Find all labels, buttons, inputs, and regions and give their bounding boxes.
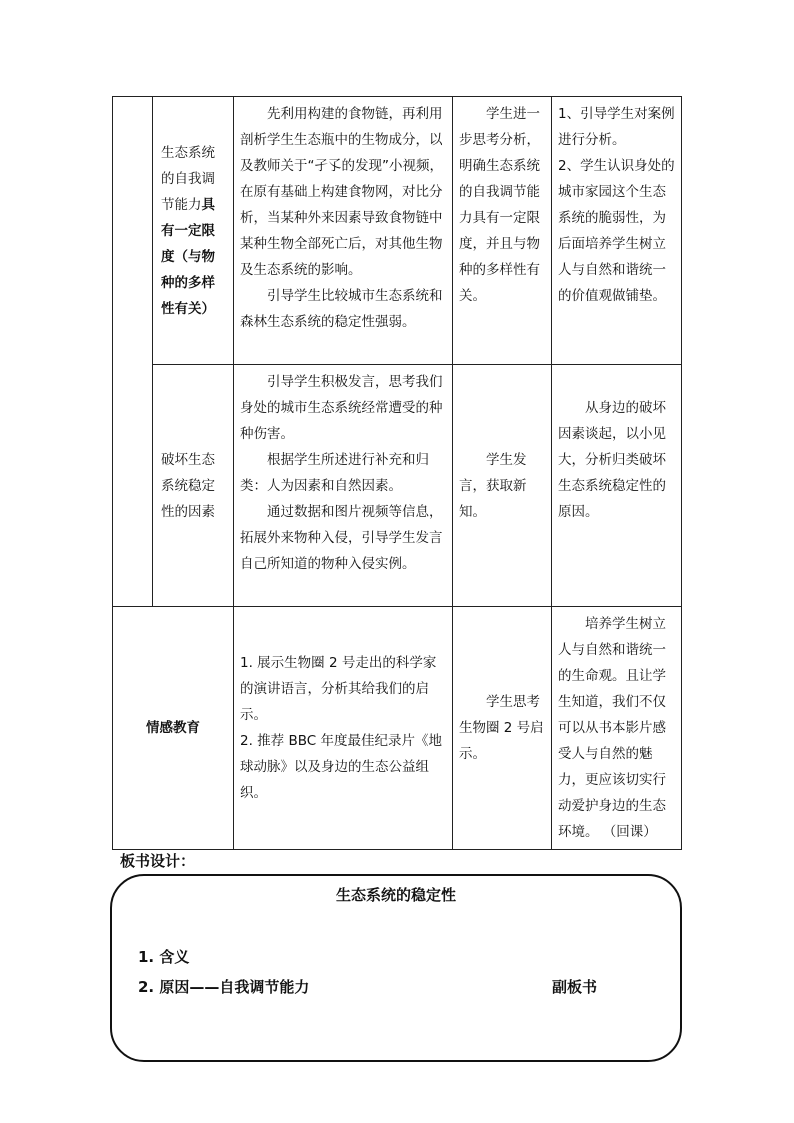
topic-text: 生态系统的自我调节能力	[161, 144, 215, 213]
teacher-activity-cell	[234, 607, 453, 850]
teacher-paragraph: 先利用构建的食物链，再利用剖析学生生态瓶中的生物成分，以及教师关于“孑孓的发现”小视频，在原有基础上构建食物网，对比分析，当某种外来因素导致食物链中某种生物全部死亡后，对其他生物及生态系统的影响。	[240, 106, 443, 278]
blank-cell	[113, 97, 153, 607]
intent-text: 培养学生树立人与自然和谐统一的生命观。且让学生知道，我们不仅可以从书本影片感受人与自然的魅力，更应该切实行动爱护身边的生态环境。 （回课）	[558, 616, 666, 840]
topic-text: 破坏生态系统稳定性的因素	[161, 451, 215, 520]
intent-text: 从身边的破坏因素谈起，以小见大，分析归类破坏生态系统稳定性的原因。	[558, 400, 666, 520]
side-board-label: 副板书	[552, 978, 598, 996]
topic-cell	[153, 365, 234, 607]
lesson-table	[112, 96, 682, 850]
student-activity-cell	[453, 365, 552, 607]
table-row	[113, 97, 682, 365]
topic-cell	[153, 97, 234, 365]
board-item: 2. 原因——自我调节能力	[138, 978, 310, 996]
board-design-label: 板书设计：	[120, 852, 196, 870]
board-item: 1. 含义	[138, 948, 190, 966]
blackboard-frame	[110, 874, 682, 1062]
student-text: 学生发言，获取新知。	[459, 451, 527, 520]
category-label: 情感教育	[146, 720, 200, 736]
intent-line: 2、学生认识身处的城市家园这个生态系统的脆弱性，为后面培养学生树立人与自然和谐统一的价值观做铺垫。	[558, 158, 675, 304]
teacher-paragraph: 引导学生比较城市生态系统和森林生态系统的稳定性强弱。	[240, 288, 443, 330]
student-activity-cell	[453, 607, 552, 850]
teacher-activity-cell	[234, 365, 453, 607]
teacher-paragraph: 通过数据和图片视频等信息，拓展外来物种入侵，引导学生发言自己所知道的物种入侵实例。	[240, 504, 443, 572]
teacher-paragraph: 引导学生积极发言，思考我们身处的城市生态系统经常遭受的种种伤害。	[240, 374, 443, 442]
teacher-line: 2. 推荐 BBC 年度最佳纪录片《地球动脉》以及身边的生态公益组织。	[240, 733, 442, 801]
topic-bold-text: 具有一定限度（与物种的多样性有关）	[161, 196, 215, 317]
design-intent-cell	[552, 97, 682, 365]
student-text: 学生进一步思考分析，明确生态系统的自我调节能力具有一定限度，并且与物种的多样性有关。	[459, 106, 540, 304]
category-cell	[113, 607, 234, 850]
design-intent-cell	[552, 607, 682, 850]
intent-line: 1、引导学生对案例进行分析。	[558, 106, 675, 148]
table-row	[113, 607, 682, 850]
teacher-activity-cell	[234, 97, 453, 365]
student-text: 学生思考生物圈 2 号启示。	[459, 694, 544, 762]
table-row	[113, 365, 682, 607]
design-intent-cell	[552, 365, 682, 607]
teacher-line: 1. 展示生物圈 2 号走出的科学家的演讲语言，分析其给我们的启示。	[240, 655, 437, 723]
student-activity-cell	[453, 97, 552, 365]
board-title: 生态系统的稳定性	[335, 886, 456, 904]
teacher-paragraph: 根据学生所述进行补充和归类：人为因素和自然因素。	[240, 452, 429, 494]
